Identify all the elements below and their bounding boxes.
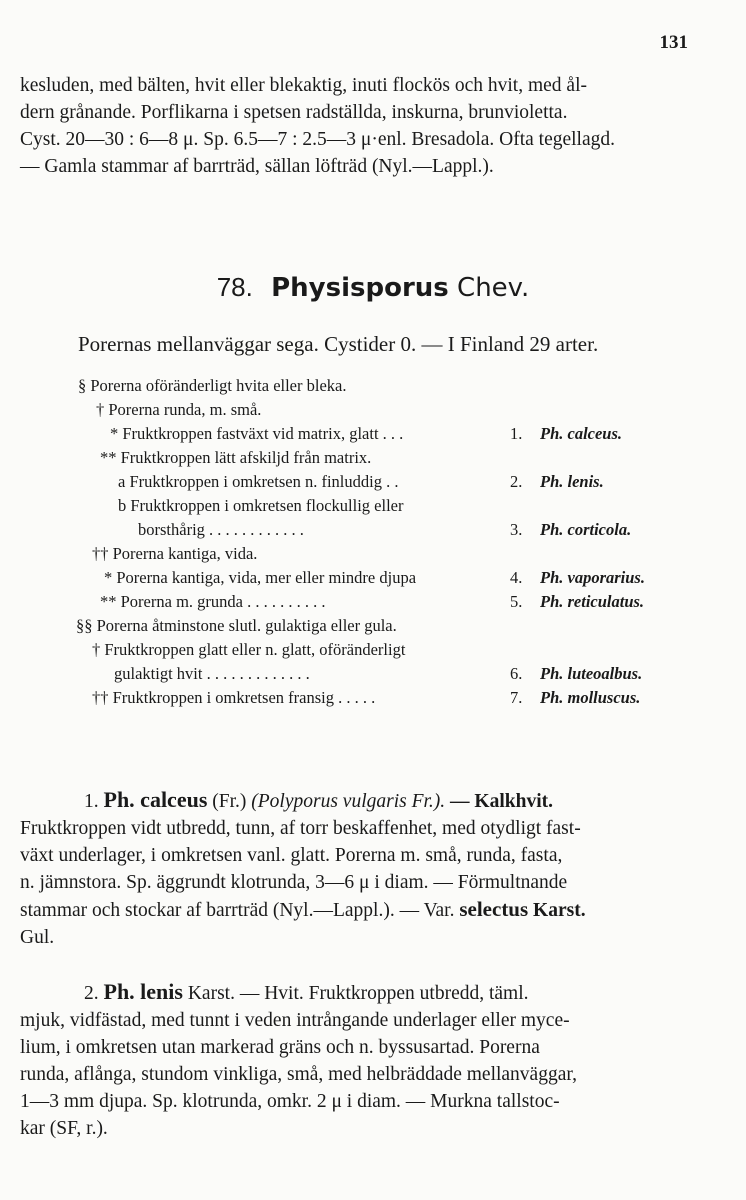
key-number: 6.: [510, 664, 523, 683]
key-row: [114, 664, 746, 688]
intro-line: — Gamla stammar af barrträd, sällan löfträd (Nyl.—Lappl.).: [20, 156, 494, 177]
key-species: Ph. corticola.: [540, 520, 632, 539]
key-row: [92, 640, 405, 664]
key-number: 7.: [510, 688, 523, 707]
species-2-line: mjuk, vidfästad, med tunnt i veden intrångande underlager eller myce-: [20, 1010, 570, 1031]
key-number: 3.: [510, 520, 523, 539]
intro-line: dern grånande. Porflikarna i spetsen radställda, inskurna, brunvioletta.: [20, 102, 568, 123]
key-text: borsthårig . . . . . . . . . . . .: [138, 520, 304, 539]
genus-heading: [0, 272, 746, 303]
species-2-entry: [20, 978, 708, 1142]
species-2-line: — Hvit. Fruktkroppen utbredd, täml.: [239, 983, 529, 1004]
key-species: Ph. molluscus.: [540, 688, 641, 707]
key-text: * Porerna kantiga, vida, mer eller mindre djupa: [104, 568, 417, 587]
species-1-var-author: Karst.: [533, 900, 586, 921]
species-1-line: Gul.: [20, 927, 55, 948]
species-1-line: stammar och stockar af barrträd (Nyl.—Lappl.). — Var.: [20, 900, 455, 921]
key-row: [100, 448, 371, 472]
species-1-heading-line: [20, 786, 708, 815]
intro-line: kesluden, med bälten, hvit eller blekaktig, inuti flockös och hvit, med ål-: [20, 75, 587, 96]
key-text: ** Porerna m. grunda . . . . . . . . . .: [100, 592, 326, 611]
key-row: [104, 568, 746, 592]
key-number: 5.: [510, 592, 523, 611]
species-1-line: Fruktkroppen vidt utbredd, tunn, af torr beskaffenhet, med otydligt fast-: [20, 818, 581, 839]
species-2-name: Ph. lenis: [103, 979, 183, 1004]
species-2-number: 2.: [84, 983, 99, 1004]
species-1-number: 1.: [84, 791, 99, 812]
species-2-author: Karst.: [187, 983, 235, 1004]
key-text: ** Fruktkroppen lätt afskiljd från matrix.: [100, 448, 372, 467]
species-2-heading-line: [20, 978, 708, 1007]
key-row: [100, 592, 746, 616]
key-row: [118, 496, 403, 520]
genus-number: 78.: [216, 272, 253, 302]
key-text: †† Porerna kantiga, vida.: [92, 544, 258, 563]
species-1-line: n. jämnstora. Sp. äggrundt klotrunda, 3—6 μ i diam. — Förmultnande: [20, 872, 568, 893]
genus-description: Porernas mellanväggar sega. Cystider 0. — I Finland 29 arter.: [78, 332, 599, 356]
species-1-name: Ph. calceus: [103, 787, 208, 812]
key-species: Ph. calceus.: [540, 424, 623, 443]
key-species: Ph. lenis.: [540, 472, 604, 491]
key-species: Ph. luteoalbus.: [540, 664, 643, 683]
intro-line: Cyst. 20—30 : 6—8 μ. Sp. 6.5—7 : 2.5—3 μ·enl. Bresadola. Ofta tegellagd.: [20, 129, 616, 150]
key-row: [96, 400, 261, 424]
key-text: † Fruktkroppen glatt eller n. glatt, oföränderligt: [92, 640, 406, 659]
key-text: † Porerna runda, m. små.: [96, 400, 262, 419]
page-number: 131: [659, 32, 688, 53]
key-text: §§ Porerna åtminstone slutl. gulaktiga eller gula.: [76, 616, 397, 635]
genus-author: Chev.: [457, 273, 530, 303]
key-row: [92, 688, 746, 712]
species-1-var-line: [20, 896, 708, 924]
genus-name: Physisporus: [271, 273, 449, 303]
key-number: 1.: [510, 424, 523, 443]
intro-paragraph: [20, 72, 708, 180]
key-row: [78, 376, 346, 400]
key-row: [92, 544, 257, 568]
key-row: [76, 616, 397, 640]
species-1-entry: [20, 786, 708, 951]
key-text: * Fruktkroppen fastväxt vid matrix, glatt . . .: [110, 424, 404, 443]
key-text: †† Fruktkroppen i omkretsen fransig . . . . .: [92, 688, 376, 707]
species-1-synonym: (Polyporus vulgaris Fr.).: [251, 791, 446, 812]
key-row: [110, 424, 746, 448]
key-text: b Fruktkroppen i omkretsen flockullig eller: [118, 496, 404, 515]
key-row: [138, 520, 746, 544]
key-row: [118, 472, 746, 496]
key-number: 4.: [510, 568, 523, 587]
key-species: Ph. reticulatus.: [540, 592, 645, 611]
species-1-line: — Kalkhvit.: [450, 791, 553, 812]
species-1-var-name: selectus: [459, 897, 529, 921]
species-2-line: runda, aflånga, stundom vinkliga, små, med helbräddade mellanväggar,: [20, 1064, 577, 1085]
key-text: gulaktigt hvit . . . . . . . . . . . . .: [114, 664, 310, 683]
species-1-author: (Fr.): [212, 791, 247, 812]
key-text: § Porerna oföränderligt hvita eller bleka.: [78, 376, 347, 395]
species-2-line: 1—3 mm djupa. Sp. klotrunda, omkr. 2 μ i diam. — Murkna tallstoc-: [20, 1091, 560, 1112]
key-species: Ph. vaporarius.: [540, 568, 645, 587]
key-text: a Fruktkroppen i omkretsen n. finluddig . .: [118, 472, 399, 491]
species-2-line: kar (SF, r.).: [20, 1118, 108, 1139]
key-number: 2.: [510, 472, 523, 491]
species-2-line: lium, i omkretsen utan markerad gräns och n. byssusartad. Porerna: [20, 1037, 540, 1058]
species-1-line: växt underlager, i omkretsen vanl. glatt. Porerna m. små, runda, fasta,: [20, 845, 563, 866]
